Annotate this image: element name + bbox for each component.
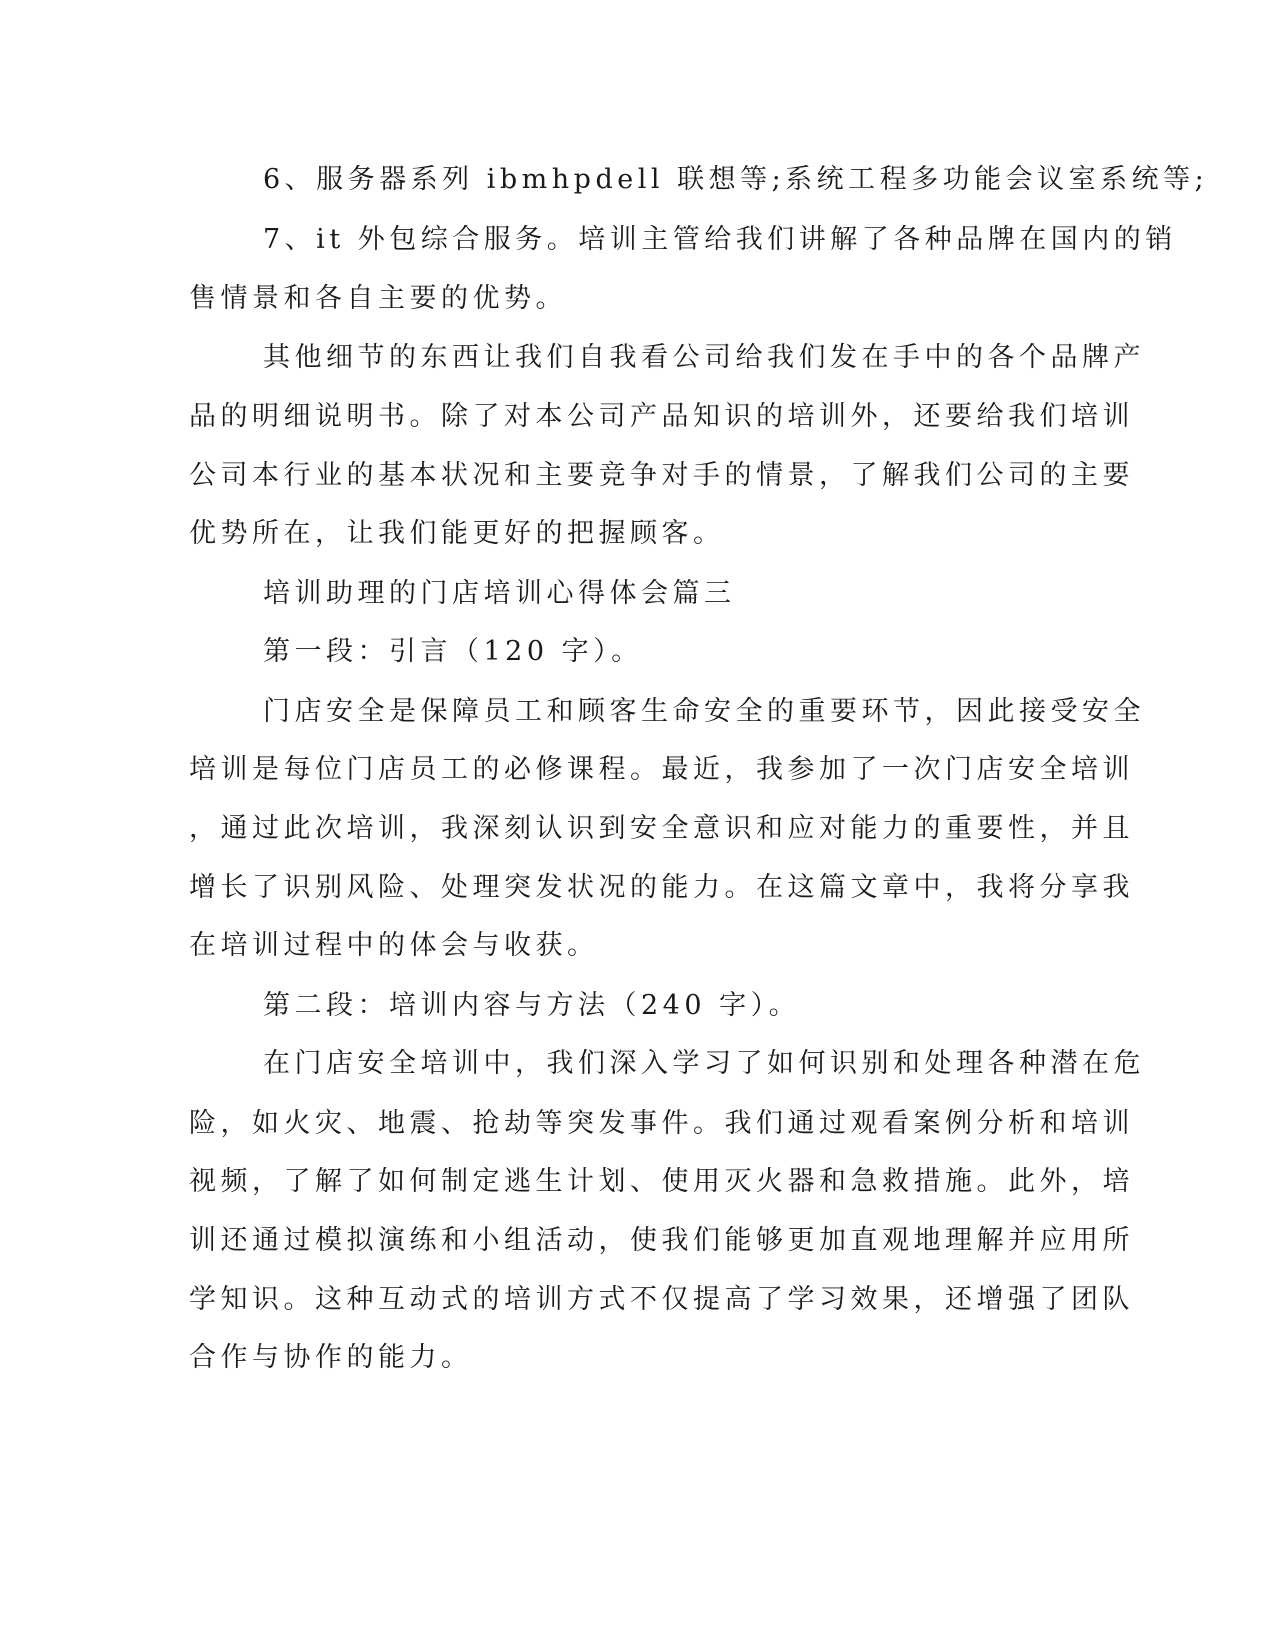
section-heading: 培训助理的门店培训心得体会篇三: [263, 578, 736, 609]
text-line: 在门店安全培训中，我们深入学习了如何识别和处理各种潜在危: [263, 1048, 1145, 1079]
text-line: 公司本行业的基本状况和主要竞争对手的情景，了解我们公司的主要: [189, 460, 1134, 491]
text-line: 门店安全是保障员工和顾客生命安全的重要环节，因此接受安全: [263, 696, 1145, 727]
text-line: 售情景和各自主要的优势。: [189, 283, 567, 314]
text-line: 优势所在，让我们能更好的把握顾客。: [189, 518, 725, 549]
paragraph-heading: 第二段：培训内容与方法（240 字）。: [263, 990, 801, 1021]
text-line: 其他细节的东西让我们自我看公司给我们发在手中的各个品牌产: [263, 342, 1145, 373]
text-line: 合作与协作的能力。: [189, 1342, 473, 1373]
text-line: 视频，了解了如何制定逃生计划、使用灭火器和急救措施。此外，培: [189, 1166, 1134, 1197]
text-line: 险，如火灾、地震、抢劫等突发事件。我们通过观看案例分析和培训: [189, 1108, 1134, 1139]
text-line: 培训是每位门店员工的必修课程。最近，我参加了一次门店安全培训: [189, 754, 1134, 785]
text-line: 品的明细说明书。除了对本公司产品知识的培训外，还要给我们培训: [189, 401, 1134, 432]
paragraph-heading: 第一段：引言（120 字）。: [263, 636, 643, 667]
text-line: 6、服务器系列 ibmhpdell 联想等;系统工程多功能会议室系统等;: [263, 164, 1209, 195]
text-line: 学知识。这种互动式的培训方式不仅提高了学习效果，还增强了团队: [189, 1284, 1134, 1315]
text-line: 在培训过程中的体会与收获。: [189, 930, 599, 961]
text-line: 增长了识别风险、处理突发状况的能力。在这篇文章中，我将分享我: [189, 872, 1134, 903]
text-line: ，通过此次培训，我深刻认识到安全意识和应对能力的重要性，并且: [189, 813, 1134, 844]
text-line: 训还通过模拟演练和小组活动，使我们能够更加直观地理解并应用所: [189, 1225, 1134, 1256]
text-line: 7、it 外包综合服务。培训主管给我们讲解了各种品牌在国内的销: [263, 224, 1177, 255]
